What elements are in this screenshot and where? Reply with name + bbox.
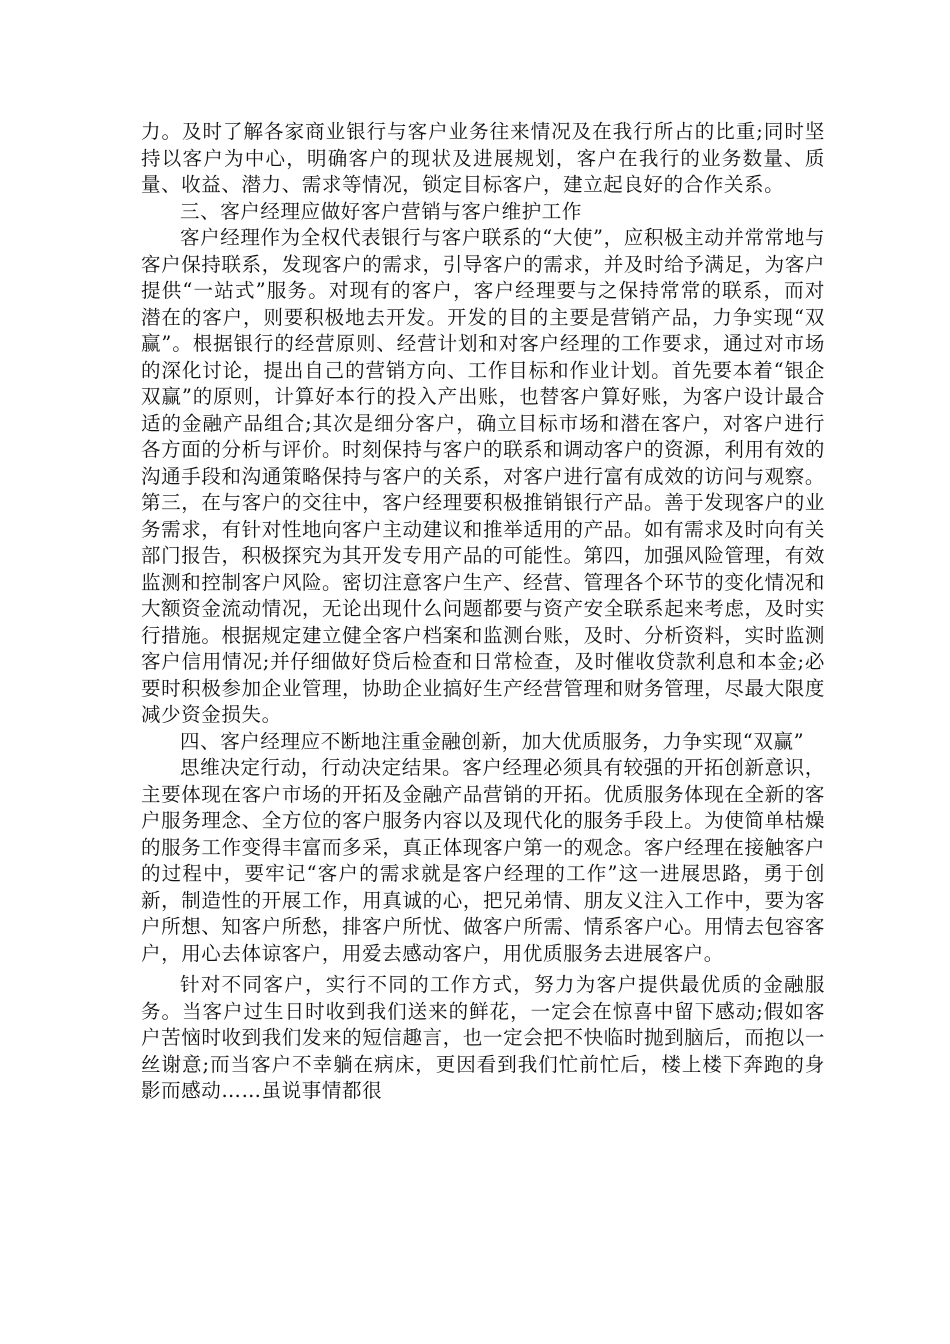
- document-body: [141, 119, 825, 1105]
- paragraph-service-methods: 针对不同客户，实行不同的工作方式，努力为客户提供最优质的金融服务。当客户过生日时收到我们送来的鲜花，一定会在惊喜中留下感动;假如客户苦恼时收到我们发来的短信趣言，也一定会把不快临时抛到脑后，而抱以一丝谢意;而当客户不幸躺在病床，更因看到我们忙前忙后，楼上楼下奔跑的身影而感动……虽说事情都很: [141, 973, 825, 1102]
- paragraph-innovation: 思维决定行动，行动决定结果。客户经理必须具有较强的开拓创新意识，主要体现在客户市场的开拓及金融产品营销的开拓。优质服务体现在全新的客户服务理念、全方位的客户服务内容以及现代化的服务手段上。为使简单枯燥的服务工作变得丰富而多采，真正体现客户第一的观念。客户经理在接触客户的过程中，要牢记“客户的需求就是客户经理的工作”这一进展思路，勇于创新，制造性的开展工作，用真诚的心，把兄弟情、朋友义注入工作中，要为客户所想、知客户所愁，排客户所忧、做客户所需、情系客户心。用情去包容客户，用心去体谅客户，用爱去感动客户，用优质服务去进展客户。: [141, 756, 825, 965]
- paragraph-customer-manager-role: 客户经理作为全权代表银行与客户联系的“大使”，应积极主动并常常地与客户保持联系，发现客户的需求，引导客户的需求，并及时给予满足，为客户提供“一站式”服务。对现有的客户，客户经理要与之保持常常的联系，而对潜在的客户，则要积极地去开发。开发的目的主要是营销产品，力争实现“双赢”。根据银行的经营原则、经营计划和对客户经理的工作要求，通过对市场的深化讨论，提出自己的营销方向、工作目标和作业计划。首先要本着“银企双赢”的原则，计算好本行的投入产出账，也替客户算好账，为客户设计最合适的金融产品组合;其次是细分客户，确立目标市场和潜在客户，对客户进行各方面的分析与评价。时刻保持与客户的联系和调动客户的资源，利用有效的沟通手段和沟通策略保持与客户的关系，对客户进行富有成效的访问与观察。第三，在与客户的交往中，客户经理要积极推销银行产品。善于发现客户的业务需求，有针对性地向客户主动建议和推举适用的产品。如有需求及时向有关部门报告，积极探究为其开发专用产品的可能性。第四，加强风险管理，有效监测和控制客户风险。密切注意客户生产、经营、管理各个环节的变化情况和大额资金流动情况，无论出现什么问题都要与资产安全联系起来考虑，及时实行措施。根据规定建立健全客户档案和监测台账，及时、分析资料，实时监测客户信用情况;并仔细做好贷后检查和日常检查，及时催收贷款利息和本金;必要时积极参加企业管理，协助企业搞好生产经营管理和财务管理，尽最大限度减少资金损失。: [141, 226, 825, 726]
- section-heading-3: 三、客户经理应做好客户营销与客户维护工作: [180, 199, 583, 223]
- section-heading-4: 四、客户经理应不断地注重金融创新，加大优质服务，力争实现“双赢”: [180, 729, 805, 753]
- paragraph-continued: 力。及时了解各家商业银行与客户业务往来情况及在我行所占的比重;同时坚持以客户为中心，明确客户的现状及进展规划，客户在我行的业务数量、质量、收益、潜力、需求等情况，锁定目标客户，建立起良好的合作关系。: [141, 120, 825, 196]
